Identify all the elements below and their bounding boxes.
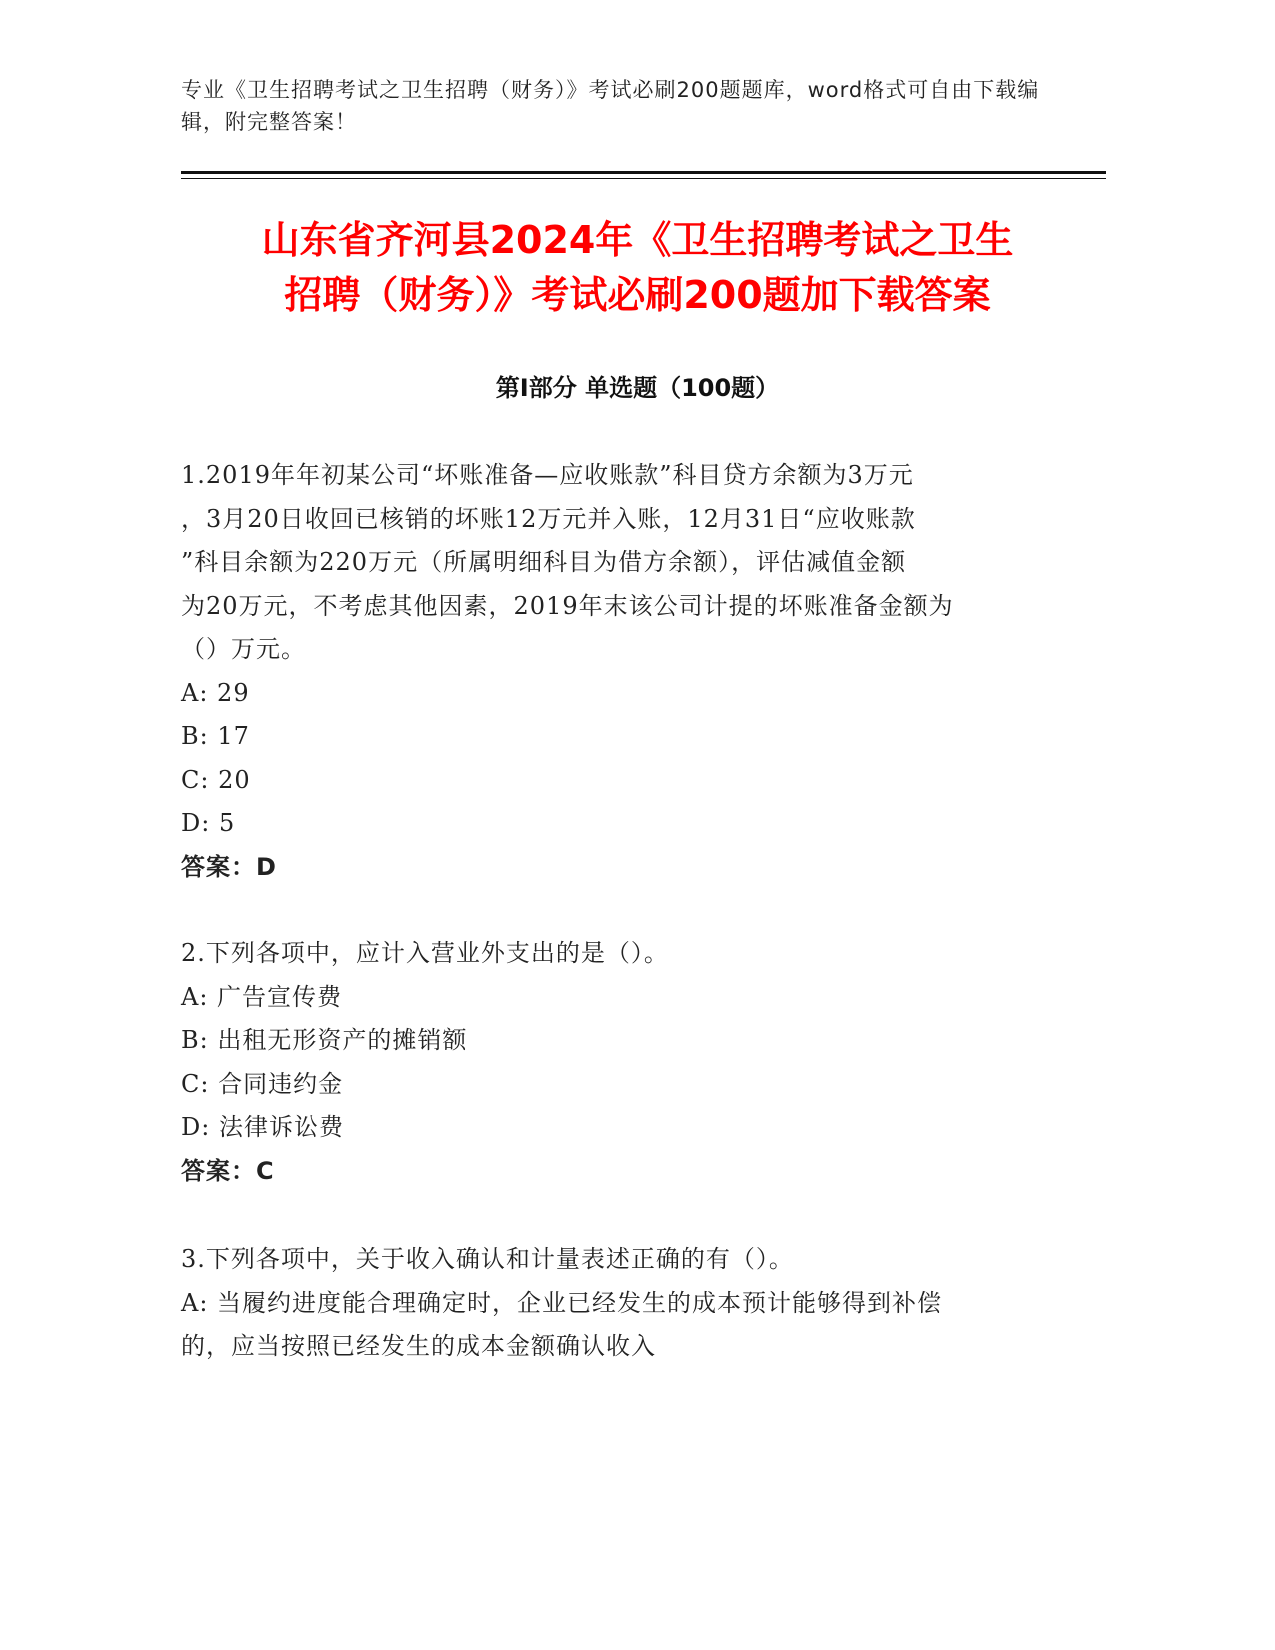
question-2-option-a: A: 广告宣传费 — [181, 982, 343, 1011]
question-1-answer: 答案：D — [181, 852, 277, 881]
header-note: 专业《卫生招聘考试之卫生招聘（财务）》考试必刷200题题库，word格式可自由下载编辑，附完整答案！ — [181, 78, 1040, 134]
document-title — [150, 213, 1125, 323]
question-1-option-c: C: 20 — [181, 765, 251, 794]
section-heading: 第Ⅰ部分 单选题（100题） — [495, 374, 780, 402]
document-title-line-1: 山东省齐河县2024年《卫生招聘考试之卫生 — [261, 218, 1014, 262]
question-1-stem-line: 为20万元，不考虑其他因素，2019年末该公司计提的坏账准备金额为 — [181, 591, 954, 620]
question-1-stem-line: （）万元。 — [181, 635, 306, 663]
question-1 — [181, 454, 1041, 889]
question-2-option-c: C: 合同违约金 — [181, 1069, 344, 1098]
question-1-option-b: B: 17 — [181, 722, 250, 750]
document-title-line-2: 招聘（财务）》考试必刷200题加下载答案 — [284, 273, 991, 317]
question-3-option-a-line: A: 当履约进度能合理确定时，企业已经发生的成本预计能够得到补偿 — [181, 1288, 943, 1317]
question-1-stem-line: ，3月20日收回已核销的坏账12万元并入账，12月31日“应收账款 — [181, 504, 916, 533]
question-3 — [181, 1238, 1041, 1369]
question-2 — [181, 932, 1041, 1193]
header-divider-thin — [181, 178, 1106, 179]
question-1-stem-line: ”科目余额为220万元（所属明细科目为借方余额），评估减值金额 — [181, 548, 907, 576]
question-1-stem-line: 1.2019年年初某公司“坏账准备—应收账款”科目贷方余额为3万元 — [181, 461, 914, 489]
header-divider-thick — [181, 171, 1106, 174]
question-1-option-d: D: 5 — [181, 809, 236, 837]
question-2-option-b: B: 出租无形资产的摊销额 — [181, 1026, 468, 1054]
question-2-stem-line: 2.下列各项中，应计入营业外支出的是（）。 — [181, 939, 669, 967]
question-1-option-a: A: 29 — [181, 678, 250, 707]
question-3-option-a-line: 的，应当按照已经发生的成本金额确认收入 — [181, 1332, 656, 1360]
question-2-answer: 答案：C — [181, 1156, 275, 1185]
question-2-option-d: D: 法律诉讼费 — [181, 1113, 344, 1141]
question-3-stem-line: 3.下列各项中，关于收入确认和计量表述正确的有（）。 — [181, 1245, 794, 1273]
